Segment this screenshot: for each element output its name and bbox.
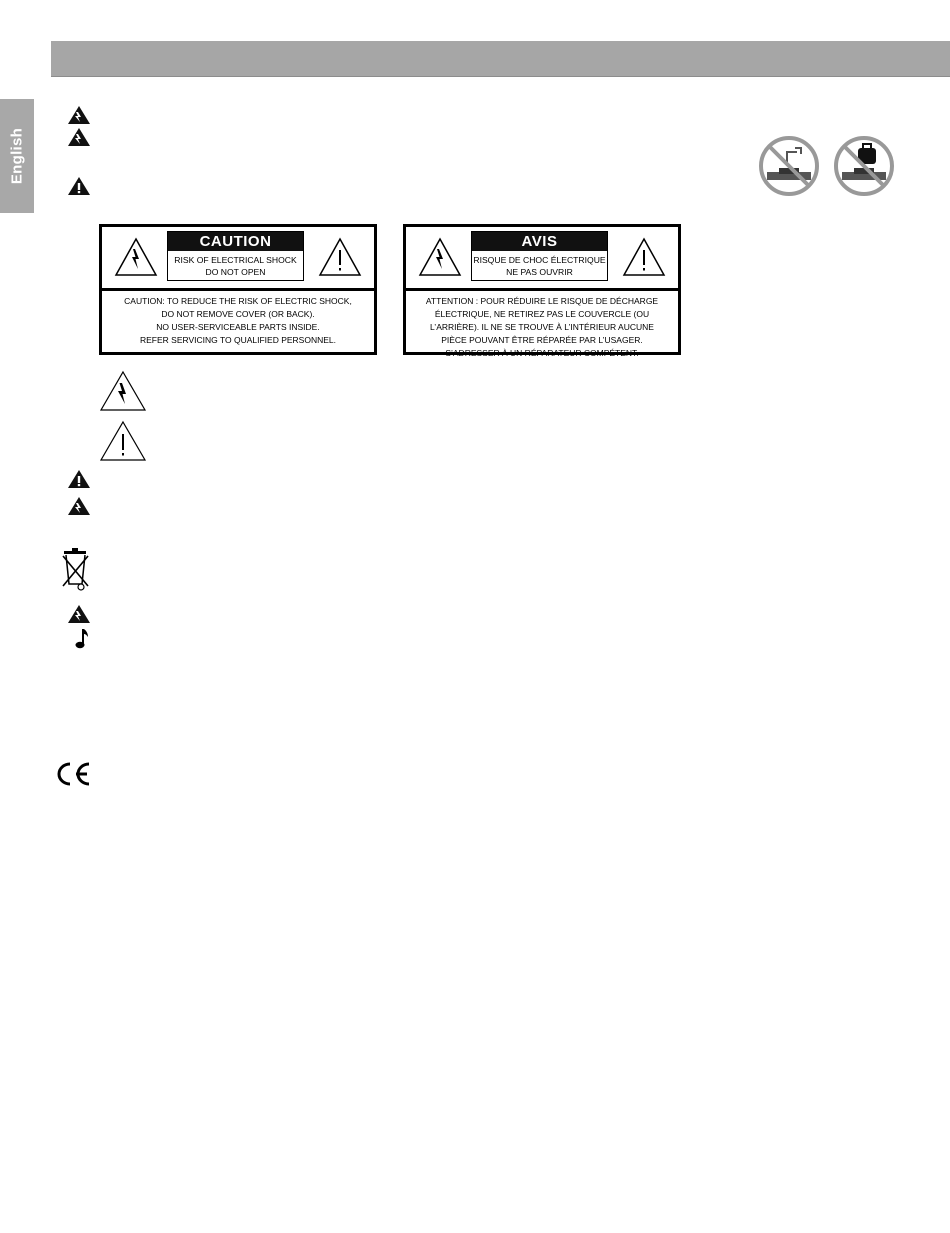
exclamation-triangle-icon xyxy=(99,420,147,462)
lightning-triangle-icon xyxy=(114,237,158,277)
lightning-triangle-icon xyxy=(99,370,147,412)
avis-body: ATTENTION : POUR RÉDUIRE LE RISQUE DE DÉCHARGE ÉLECTRIQUE, NE RETIREZ PAS LE COUVERCLE (OU L’ARRIÈRE). IL NE SE TROUVE À L’INTÉRIEUR AUCUNE PIÈCE POUVANT ÊTRE RÉPARÉE PAR L’USAGER. S’ADRESSER À UN RÉPARATEUR COMPÉTENT. xyxy=(425,296,659,358)
avis-label xyxy=(403,224,681,358)
language-tab-label: English xyxy=(8,127,26,185)
caution-label-header xyxy=(102,227,374,288)
header-bar xyxy=(51,41,950,77)
caution-body: CAUTION: TO REDUCE THE RISK OF ELECTRIC SHOCK, DO NOT REMOVE COVER (OR BACK). NO USER-SERVICEABLE PARTS INSIDE. REFER SERVICING TO QUALIFIED PERSONNEL. xyxy=(124,296,352,345)
crossed-out-bin-icon xyxy=(62,548,92,592)
avis-subtitle: RISQUE DE CHOC ÉLECTRIQUE NE PAS OUVRIR xyxy=(473,255,606,277)
caution-exclamation-icon xyxy=(67,176,91,196)
no-liquids-icon xyxy=(757,134,821,198)
ce-mark-icon xyxy=(53,760,93,788)
shock-warning-icon xyxy=(67,496,91,516)
language-tab xyxy=(0,99,34,213)
caution-exclamation-icon xyxy=(67,469,91,489)
shock-warning-icon xyxy=(67,105,91,125)
avis-label-header xyxy=(406,227,678,288)
exclamation-triangle-icon xyxy=(318,237,362,277)
lightning-triangle-icon xyxy=(418,237,462,277)
caution-title: CAUTION xyxy=(168,232,303,251)
music-note-icon xyxy=(74,628,90,650)
no-objects-icon xyxy=(832,134,896,198)
shock-warning-icon xyxy=(67,127,91,147)
caution-subtitle: RISK OF ELECTRICAL SHOCK DO NOT OPEN xyxy=(174,255,297,277)
caution-label xyxy=(99,224,377,355)
shock-warning-icon xyxy=(67,604,91,624)
caution-center-panel xyxy=(167,231,304,281)
avis-center-panel xyxy=(471,231,608,281)
avis-title: AVIS xyxy=(472,232,607,251)
exclamation-triangle-icon xyxy=(622,237,666,277)
